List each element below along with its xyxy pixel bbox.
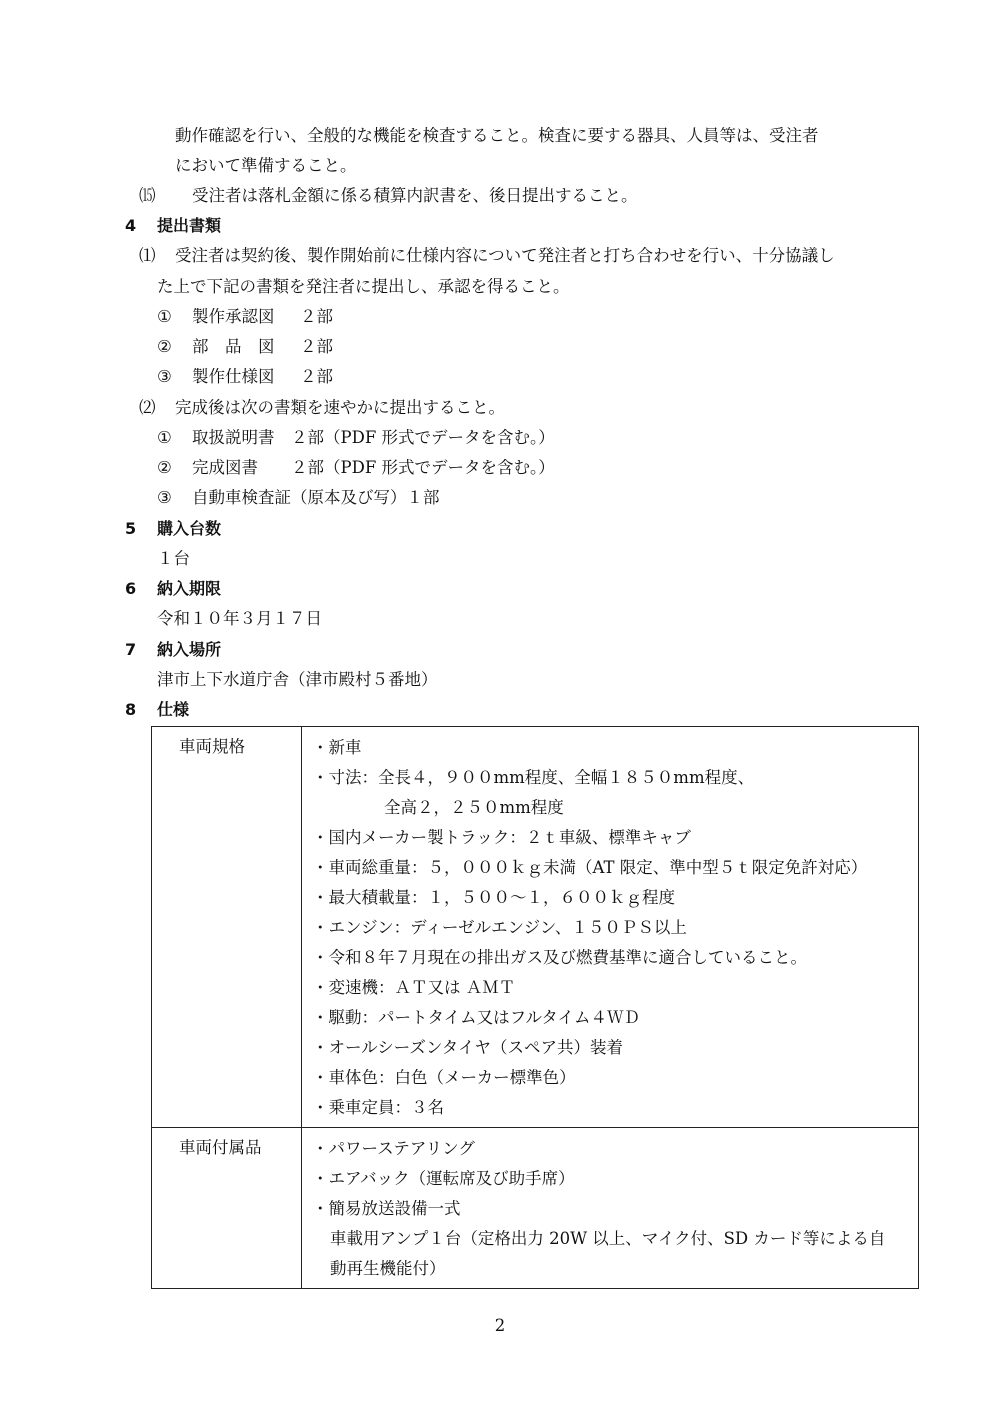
spec-line: ・車両総重量：５，０００ｋｇ未満（AT 限定、準中型５ｔ限定免許対応）	[312, 858, 868, 877]
section-6-number: 6	[125, 579, 137, 598]
section-4-sub1-number: ⑴	[139, 246, 156, 265]
spec-line: ・最大積載量：１，５００～１，６００ｋｇ程度	[312, 888, 675, 907]
spec-line: ・寸法：全長４，９００mm程度、全幅１８５０mm程度、	[312, 768, 755, 787]
doc-item-name: 製作仕様図	[192, 367, 275, 386]
spec-line: ・国内メーカー製トラック：２ｔ車級、標準キャブ	[312, 828, 691, 847]
spec-line: ・車体色：白色（メーカー標準色）	[312, 1068, 576, 1087]
delivery-deadline: 令和１０年３月１７日	[157, 609, 322, 628]
section-5-title: 購入台数	[157, 519, 222, 538]
completion-item-text: 取扱説明書 ２部（PDF 形式でデータを含む。）	[192, 428, 555, 447]
section-5-number: 5	[125, 519, 137, 538]
doc-item-name: 部 品 図	[192, 337, 275, 356]
spec-line: ・変速機：ＡＴ又は ＡＭＴ	[312, 978, 516, 997]
completion-item-mark: ③	[157, 488, 172, 507]
spec-line: 全高２，２５０mm程度	[384, 798, 564, 817]
completion-item-text: 自動車検査証（原本及び写）１部	[192, 488, 440, 507]
section-4-sub1-line-1: 受注者は契約後、製作開始前に仕様内容について発注者と打ち合わせを行い、十分協議し	[175, 246, 835, 265]
section-4-sub2-text: 完成後は次の書類を速やかに提出すること。	[175, 398, 505, 417]
spec-line: ・駆動：パートタイム又はフルタイム４ＷＤ	[312, 1008, 641, 1027]
spec-line: ・令和８年７月現在の排出ガス及び燃費基準に適合していること。	[312, 948, 807, 967]
section-4-sub2-number: ⑵	[139, 398, 156, 417]
spec-line: ・オールシーズンタイヤ（スペア共）装着	[312, 1038, 623, 1057]
completion-item-text: 完成図書 ２部（PDF 形式でデータを含む。）	[192, 458, 555, 477]
spec-line: ・エンジン：ディーゼルエンジン、１５０ＰＳ以上	[312, 918, 687, 937]
spec-line: 車載用アンプ１台（定格出力 20W 以上、マイク付、SD カード等による自	[330, 1229, 886, 1248]
section-4-title: 提出書類	[157, 216, 222, 235]
spec-label: 車両規格	[152, 727, 302, 1128]
spec-content	[302, 727, 919, 1128]
page-number: 2	[494, 1316, 506, 1335]
doc-item-name: 製作承認図	[192, 307, 275, 326]
doc-item-mark: ③	[157, 367, 172, 386]
completion-item-mark: ②	[157, 458, 172, 477]
doc-item-qty: ２部	[300, 307, 333, 326]
spec-content	[302, 1128, 919, 1289]
spec-table	[151, 726, 919, 1289]
section-4-sub1-line-2: た上で下記の書類を発注者に提出し、承認を得ること。	[157, 277, 570, 296]
spec-line: 動再生機能付）	[330, 1259, 446, 1278]
spec-line: ・新車	[312, 738, 362, 757]
item-15-number: ⒂	[139, 186, 156, 205]
section-4-number: 4	[125, 216, 137, 235]
table-row	[152, 1128, 919, 1289]
section-8-number: 8	[125, 700, 137, 719]
spec-line: ・パワーステアリング	[312, 1139, 475, 1158]
item-15-text: 受注者は落札金額に係る積算内訳書を、後日提出すること。	[192, 186, 638, 205]
section-8-title: 仕様	[157, 700, 190, 719]
doc-item-mark: ①	[157, 307, 172, 326]
section-7-title: 納入場所	[157, 640, 222, 659]
intro-line-1: 動作確認を行い、全般的な機能を検査すること。検査に要する器具、人員等は、受注者	[175, 126, 819, 145]
doc-item-qty: ２部	[300, 337, 333, 356]
table-row	[152, 727, 919, 1128]
section-6-title: 納入期限	[157, 579, 222, 598]
doc-item-qty: ２部	[300, 367, 333, 386]
doc-item-mark: ②	[157, 337, 172, 356]
spec-line: ・エアバック（運転席及び助手席）	[312, 1169, 575, 1188]
purchase-quantity: １台	[157, 549, 190, 568]
delivery-location: 津市上下水道庁舎（津市殿村５番地）	[157, 670, 438, 689]
section-7-number: 7	[125, 640, 137, 659]
spec-line: ・乗車定員：３名	[312, 1098, 444, 1117]
spec-label: 車両付属品	[152, 1128, 302, 1289]
spec-line: ・簡易放送設備一式	[312, 1199, 461, 1218]
intro-line-2: において準備すること。	[175, 156, 357, 175]
completion-item-mark: ①	[157, 428, 172, 447]
